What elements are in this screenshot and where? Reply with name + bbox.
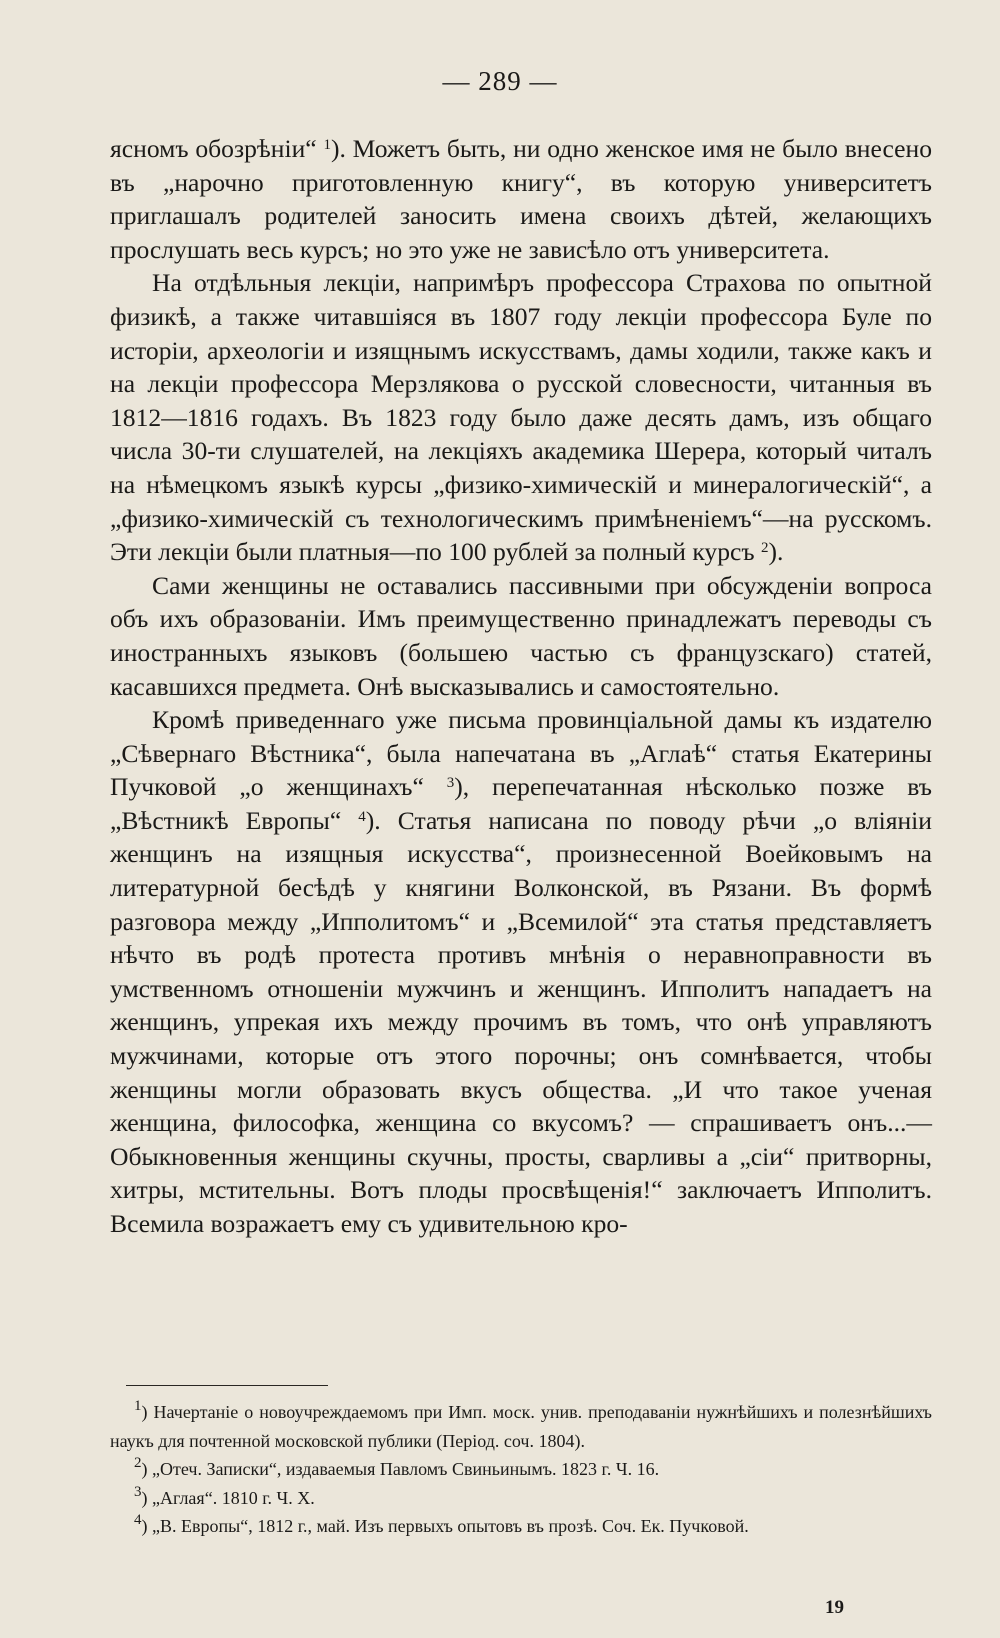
footnote-3 [110,1484,932,1513]
footnote-mark-2: 2 [134,1454,142,1471]
footnote-text-3: ) „Аглая“. 1810 г. Ч. X. [141,1487,315,1508]
footnote-4 [110,1512,932,1541]
footnote-mark-1: 1 [134,1397,142,1414]
footnote-ref-1: 1 [323,136,331,153]
footnote-ref-4: 4 [358,808,366,825]
footnote-2 [110,1455,932,1484]
footnote-text-1: ) Начертаніе о новоучреждаемомъ при Имп. моск. унив. преподаваніи нужнѣйшихъ и полезнѣйшихъ наукъ для почтенной московской публики (Період. соч. 1804). [110,1402,932,1451]
paragraph-4-part-b: ), перепечатанная нѣсколько позже въ „Вѣстникѣ Европы“ [110,772,932,835]
paragraph-4 [110,703,932,1241]
page-number: — 289 — [442,66,558,96]
paragraph-4-part-c: ). Статья написана по поводу рѣчи „о вліяніи женщинъ на изящныя искусства“, произнесенной Воейковымъ на литературной бесѣдѣ у княгини Волконской, въ Рязани. Въ формѣ разговора между „Ипполитомъ“ и „Всемилой“ эта статья представляетъ нѣчто въ родѣ протеста противъ мнѣнія о неравноправности въ умственномъ отношеніи мужчинъ и женщинъ. Ипполитъ нападаетъ на женщинъ, упрекая ихъ между прочимъ въ томъ, что онѣ управляютъ мужчинами, которые отъ этого порочны; онъ сомнѣвается, чтобы женщины могли образовать вкусъ общества. „И что такое ученая женщина, философка, женщина со вкусомъ? — спрашиваетъ онъ...— Обыкновенныя женщины скучны, просты, сварливы а „сіи“ притворны, хитры, мстительны. Вотъ плоды просвѣщенія!“ заключаетъ Ипполитъ. Всемила возражаетъ ему съ удивительною кро- [110,805,932,1238]
paragraph-1 [110,132,932,266]
paragraph-2-rest: ). [768,537,784,567]
main-text [110,132,932,1241]
paragraph-3: Сами женщины не оставались пассивными при обсужденіи вопроса объ ихъ образованіи. Имъ преимущественно принадлежатъ переводы съ иностранныхъ языковъ (большею частью съ французскаго) статей, касавшихся предмета. Онѣ высказывались и самостоятельно. [110,570,932,701]
footnote-text-2: ) „Отеч. Записки“, издаваемыя Павломъ Свиньинымъ. 1823 г. Ч. 16. [141,1459,660,1479]
footnote-mark-4: 4 [134,1511,142,1528]
paragraph-4-part-a: Кромѣ приведеннаго уже письма провинціальной дамы къ издателю „Сѣвернаго Вѣстника“, была напечатана въ „Аглаѣ“ статья Екатерины Пучковой „о женщинахъ“ [110,705,932,802]
footnote-ref-3: 3 [446,775,455,792]
footnote-text-4: ) „В. Европы“, 1812 г., май. Изъ первыхъ опытовъ въ прозѣ. Соч. Ек. Пучковой. [141,1516,749,1536]
paragraph-1-lead: ясномъ обозрѣніи“ [110,134,324,163]
footnote-divider [126,1385,328,1386]
footnote-ref-2: 2 [761,539,769,556]
paragraph-2-lead: На отдѣльныя лекціи, напримѣръ профессора Страхова по опытной физикѣ, а также читавшіяся въ 1807 году лекціи профессора Буле по исторіи, археологіи и изящнымъ искусствамъ, дамы ходили, также какъ и на лекціи профессора Мерзлякова о русской словесности, читанныя въ 1812—1816 годахъ. Въ 1823 году было даже десять дамъ, изъ общаго числа 30-ти слушателей, на лекціяхъ академика Шерера, который читалъ на нѣмецкомъ языкѣ курсы „физико-химическій и минералогическій“, а „физико-химическій съ технологическимъ примѣненіемъ“—на русскомъ. Эти лекціи были платныя—по 100 рублей за полный курсъ [110,268,932,567]
footnote-1 [110,1398,932,1455]
footnote-mark-3: 3 [134,1483,142,1500]
paragraph-1-rest: ). Можетъ быть, ни одно женское имя не было внесено въ „нарочно приготовленную книгу“, въ которую университетъ приглашалъ родителей заносить имена своихъ дѣтей, желающихъ прослушать весь курсъ; но это уже не зависѣло отъ университета. [110,134,932,264]
footnotes [110,1398,932,1541]
paragraph-2 [110,266,932,568]
signature-mark: 19 [825,1597,844,1618]
